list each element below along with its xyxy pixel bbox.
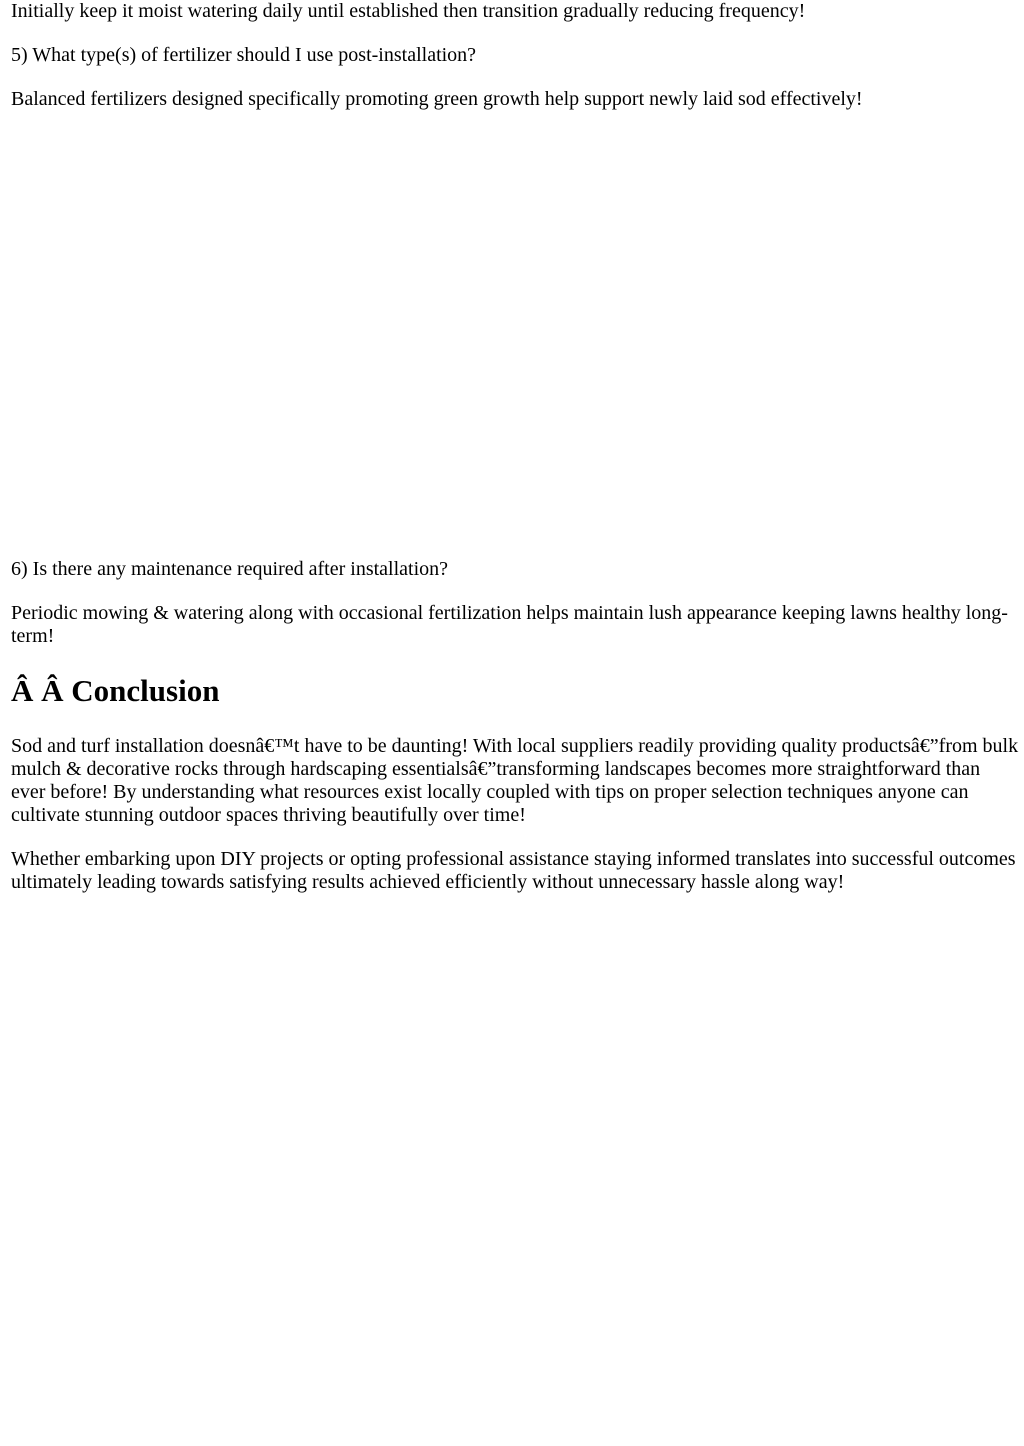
faq-answer-5: Balanced fertilizers designed specifically promoting green growth help support newly laid sod effectively! (11, 88, 863, 110)
faq-answer-6: Periodic mowing & watering along with occasional fertilization helps maintain lush appearance keeping lawns healthy long-term! (11, 602, 1008, 647)
paragraph-watering: Initially keep it moist watering daily until established then transition gradually reducing frequency! (11, 0, 806, 22)
conclusion-paragraph-1: Sod and turf installation doesnâ€™t have to be daunting! With local suppliers readily providing quality productsâ€”from bulk mulch & decorative rocks through hardscaping essentialsâ€”transforming landscapes becomes more straightforward than ever before! By understanding what resources exist locally coupled with tips on proper selection techniques anyone can cultivate stunning outdoor spaces thriving beautifully over time! (11, 735, 1019, 826)
conclusion-heading: Â Â Conclusion (11, 673, 220, 708)
faq-question-5: 5) What type(s) of fertilizer should I use post-installation? (11, 44, 477, 66)
conclusion-paragraph-2: Whether embarking upon DIY projects or opting professional assistance staying informed translates into successful outcomes ultimately leading towards satisfying results achieved efficiently without unnecessary hassle along way! (11, 848, 1016, 893)
faq-question-6: 6) Is there any maintenance required after installation? (11, 558, 449, 580)
blank-embed-area (11, 130, 1011, 550)
